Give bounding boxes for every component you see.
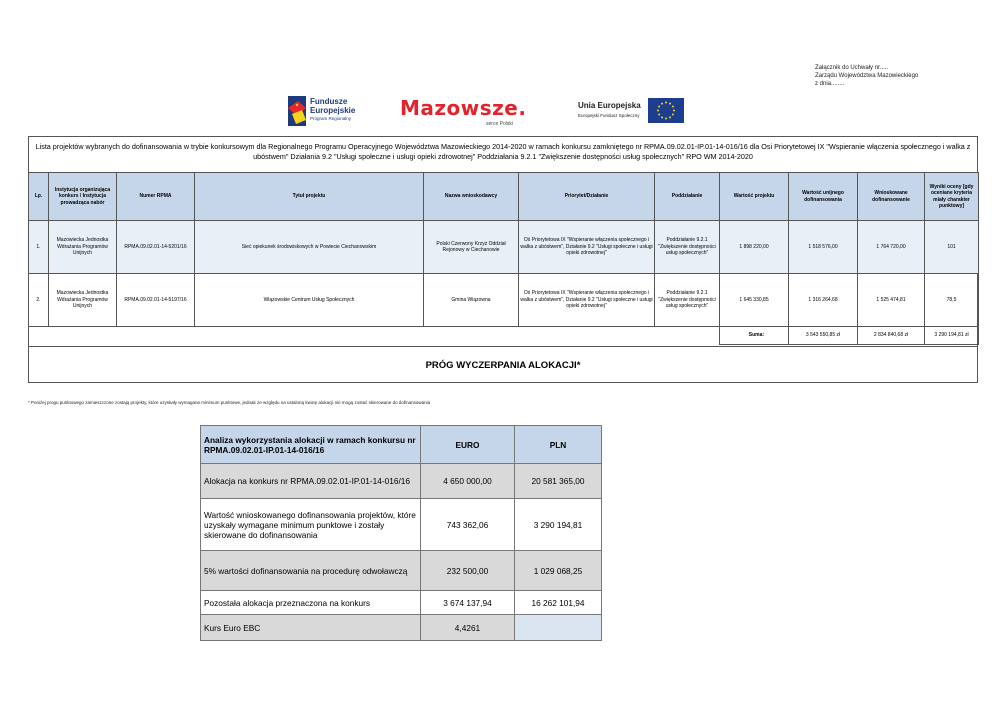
analysis-euro: 3 674 137,94 (421, 591, 515, 615)
col-applicant: Nazwa wnioskodawcy (424, 173, 519, 221)
sum-value: 3 543 550,85 zł (789, 327, 858, 345)
analysis-label: Pozostała alokacja przeznaczona na konkurs (201, 591, 421, 615)
annex-line-3: z dnia........ (815, 81, 845, 87)
cell-institution: Mazowiecka Jednostka Wdrażania Programów Unijnych (49, 274, 117, 327)
sum-requested: 3 290 194,81 zł (925, 327, 979, 345)
fe-sub: Program Regionalny (310, 116, 352, 121)
sum-label: Suma: (720, 327, 789, 345)
mazowsze-logo (400, 96, 530, 130)
footnote: * Poniżej progu punktowego zamieszczone zostają projekty, które uzyskały wymagane minimum punktowe, jednak ze względu na ustaloną kwotę alokacji nie mogą zostać skierowane do dofinansowania (28, 400, 431, 405)
annex-line-2: Zarządu Województwa Mazowieckiego (815, 73, 919, 79)
analysis-title: Analiza wykorzystania alokacji w ramach konkursu nr RPMA.09.02.01-IP.01-14-016/16 (201, 426, 421, 464)
cell-sub-action: Poddziałanie 9.2.1 "Zwiększenie dostępności usług społecznych" (655, 221, 720, 274)
analysis-label: Wartość wnioskowanego dofinansowania projektów, które uzyskały wymagane minimum punktowe i zostały skierowane do dofinansowania (201, 499, 421, 551)
analysis-label: Kurs Euro EBC (201, 615, 421, 641)
col-priority: Priorytet/Działanie (519, 173, 655, 221)
threshold-label: PRÓG WYCZERPANIA ALOKACJI* (425, 360, 581, 371)
analysis-pln: 1 029 068,25 (515, 551, 602, 591)
cell-applicant: Gmina Wiązowna (424, 274, 519, 327)
fe-line-2: Europejskie (310, 106, 356, 115)
cell-institution: Mazowiecka Jednostka Wdrażania Programów Unijnych (49, 221, 117, 274)
document-title: Lista projektów wybranych do dofinansowania w trybie konkursowym dla Regionalnego Programu Operacyjnego Województwa Mazowieckiego 2014-2020 w ramach konkursu zamkniętego nr RPMA.09.02.01-IP.01-14-016/16 dla Osi Priorytetowej IX "Wspieranie włączenia społecznego i walka z ubóstwem" Działania 9.2 "Usługi społeczne i usługi opieki zdrowotnej" Poddziałania 9.2.1 "Zwiększenie dostępności usług społecznych" RPO WM 2014-2020 (35, 142, 971, 161)
col-sub-action: Poddziałanie (655, 173, 720, 221)
col-eu-funding: Wartość unijnego dofinansowania (789, 173, 858, 221)
col-euro: EURO (421, 426, 515, 464)
sum-spacer (29, 327, 720, 345)
analysis-euro: 232 500,00 (421, 551, 515, 591)
cell-project-title: Wiązowskie Centrum Usług Społecznych (195, 274, 424, 327)
col-lp: Lp. (29, 173, 49, 221)
ue-title: Unia Europejska (578, 101, 641, 110)
col-number: Numer RPMA (117, 173, 195, 221)
analysis-row (201, 499, 602, 551)
analysis-pln: 16 262 101,94 (515, 591, 602, 615)
fe-flag-icon (288, 96, 306, 126)
sum-eu-funding: 2 834 840,68 zł (858, 327, 925, 345)
cell-lp: 1. (29, 221, 49, 274)
cell-score: 101 (925, 221, 979, 274)
cell-score: 78,5 (925, 274, 979, 327)
table-row (29, 274, 979, 327)
sum-row (29, 327, 979, 345)
analysis-row (201, 615, 602, 641)
fundusze-europejskie-logo (288, 94, 378, 130)
mazowsze-tagline: serce Polski (486, 121, 513, 127)
analysis-euro: 4 650 000,00 (421, 464, 515, 499)
table-row (29, 221, 979, 274)
allocation-threshold (28, 346, 978, 383)
analysis-euro: 743 362,06 (421, 499, 515, 551)
allocation-analysis-table (200, 425, 602, 641)
analysis-row (201, 551, 602, 591)
ue-sub: Europejski Fundusz Społeczny (578, 113, 640, 118)
table-header-row (29, 173, 979, 221)
analysis-pln: 20 581 365,00 (515, 464, 602, 499)
annex-line-1: Załącznik do Uchwały nr..... (815, 65, 889, 71)
analysis-label: 5% wartości dofinansowania na procedurę odwoławczą (201, 551, 421, 591)
cell-number: RPMA.09.02.01-14-5201/16 (117, 221, 195, 274)
col-institution: Instytucja organizująca konkurs / Instytucja prowadząca nabór (49, 173, 117, 221)
analysis-row (201, 591, 602, 615)
annex-note (815, 64, 918, 88)
cell-number: RPMA.09.02.01-14-5197/16 (117, 274, 195, 327)
cell-priority: Oś Priorytetowa IX "Wspieranie włączenia społecznego i walka z ubóstwem", Działanie 9.2 "Usługi społeczne i usługi opieki zdrowotnej" (519, 221, 655, 274)
fe-line-1: Fundusze (310, 97, 348, 106)
logo-bar (288, 94, 688, 130)
col-score: Wyniki oceny [gdy oceniane kryteria miały charakter punktowy] (925, 173, 979, 221)
col-value: Wartość projektu (720, 173, 789, 221)
mazowsze-wordmark: Mazowsze. (400, 96, 527, 120)
cell-project-title: Sieć opiekunek środowiskowych w Powiecie Ciechanowskim (195, 221, 424, 274)
analysis-euro: 4,4261 (421, 615, 515, 641)
cell-lp: 2. (29, 274, 49, 327)
analysis-header-row (201, 426, 602, 464)
analysis-row (201, 464, 602, 499)
analysis-pln (515, 615, 602, 641)
col-pln: PLN (515, 426, 602, 464)
analysis-label: Alokacja na konkurs nr RPMA.09.02.01-IP.01-14-016/16 (201, 464, 421, 499)
cell-value: 1 898 220,00 (720, 221, 789, 274)
cell-applicant: Polski Czerwony Krzyż Oddział Rejonowy w Ciechanowie (424, 221, 519, 274)
unia-europejska-logo (578, 98, 688, 128)
cell-value: 1 645 330,85 (720, 274, 789, 327)
cell-requested: 1 764 720,00 (858, 221, 925, 274)
cell-eu-funding: 1 316 264,68 (789, 274, 858, 327)
col-requested: Wnioskowane dofinansowanie (858, 173, 925, 221)
cell-priority: Oś Priorytetowa IX "Wspieranie włączenia społecznego i walka z ubóstwem", Działanie 9.2 "Usługi społeczne i usługi opieki zdrowotnej" (519, 274, 655, 327)
projects-table (28, 172, 979, 345)
cell-sub-action: Poddziałanie 9.2.1 "Zwiększenie dostępności usług społecznych" (655, 274, 720, 327)
eu-flag-icon (648, 98, 684, 123)
cell-eu-funding: 1 518 576,00 (789, 221, 858, 274)
cell-requested: 1 525 474,81 (858, 274, 925, 327)
col-project-title: Tytuł projektu (195, 173, 424, 221)
analysis-pln: 3 290 194,81 (515, 499, 602, 551)
